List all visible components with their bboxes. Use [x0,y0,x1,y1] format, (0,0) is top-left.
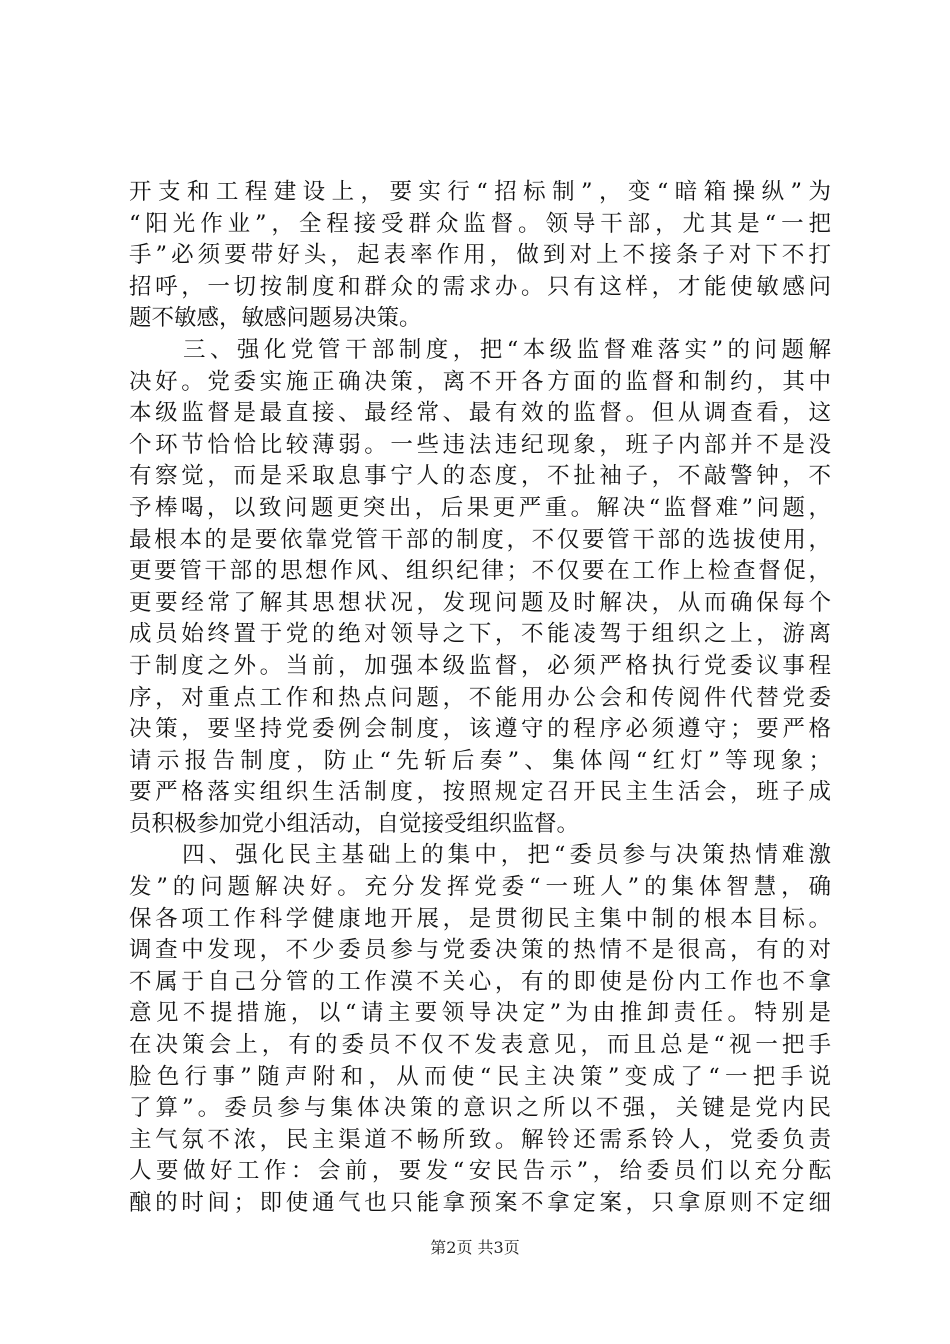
text-line: 四、强化民主基础上的集中，把“委员参与决策热情难激 [129,842,831,869]
text-line: 个环节恰恰比较薄弱。一些违法违纪现象，班子内部并不是没 [129,431,831,458]
text-line: 更要管干部的思想作风、组织纪律；不仅要在工作上检查督促， [129,558,831,585]
text-line: 本级监督是最直接、最经常、最有效的监督。但从调查看，这 [129,400,831,427]
text-line: 序，对重点工作和热点问题，不能用办公会和传阅件代替党委 [129,684,831,711]
text-line: 招呼，一切按制度和群众的需求办。只有这样，才能使敏感问 [129,273,831,300]
text-line: 调查中发现，不少委员参与党委决策的热情不是很高，有的对 [129,937,831,964]
text-line: 不属于自己分管的工作漠不关心，有的即使是份内工作也不拿 [129,968,831,995]
text-line: 有察觉，而是采取息事宁人的态度，不扯袖子，不敲警钟，不 [129,463,831,490]
text-line: 要严格落实组织生活制度，按照规定召开民主生活会，班子成 [129,779,831,806]
text-line: 员积极参加党小组活动，自觉接受组织监督。 [129,810,580,837]
text-line: 更要经常了解其思想状况，发现问题及时解决，从而确保每个 [129,589,831,616]
text-line: 了算”。委员参与集体决策的意识之所以不强，关键是党内民 [129,1095,831,1122]
text-line: 发”的问题解决好。充分发挥党委“一班人”的集体智慧，确 [129,874,831,901]
text-line: 在决策会上，有的委员不仅不发表意见，而且总是“视一把手 [129,1032,831,1059]
text-line: “阳光作业”，全程接受群众监督。领导干部，尤其是“一把 [129,210,831,237]
text-line: 手”必须要带好头，起表率作用，做到对上不接条子对下不打 [129,242,831,269]
text-line: 意见不提措施，以“请主要领导决定”为由推卸责任。特别是 [129,1000,831,1027]
document-body [129,177,831,1220]
text-line: 决策，要坚持党委例会制度，该遵守的程序必须遵守；要严格 [129,716,831,743]
text-line: 成员始终置于党的绝对领导之下，不能凌驾于组织之上，游离 [129,621,831,648]
page-number-footer: 第2页 共3页 [430,1238,520,1257]
text-line: 开支和工程建设上，要实行“招标制”，变“暗箱操纵”为 [129,179,831,205]
text-line: 予棒喝，以致问题更突出，后果更严重。解决“监督难”问题， [129,494,831,521]
text-line: 脸色行事”随声附和，从而使“民主决策”变成了“一把手说 [129,1063,831,1090]
text-line: 保各项工作科学健康地开展，是贯彻民主集中制的根本目标。 [129,905,831,932]
text-line: 酿的时间；即使通气也只能拿预案不拿定案，只拿原则不定细 [129,1190,831,1216]
text-line: 三、强化党管干部制度，把“本级监督难落实”的问题解 [129,336,831,363]
text-line: 决好。党委实施正确决策，离不开各方面的监督和制约，其中 [129,368,831,395]
text-line: 题不敏感，敏感问题易决策。 [129,305,422,332]
text-line: 请示报告制度，防止“先斩后奏”、集体闯“红灯”等现象； [129,747,831,774]
text-line: 主气氛不浓，民主渠道不畅所致。解铃还需系铃人，党委负责 [129,1126,831,1153]
text-line: 最根本的是要依靠党管干部的制度，不仅要管干部的选拔使用， [129,526,831,553]
text-line: 人要做好工作：会前，要发“安民告示”，给委员们以充分酝 [129,1158,831,1185]
text-line: 于制度之外。当前，加强本级监督，必须严格执行党委议事程 [129,652,831,679]
